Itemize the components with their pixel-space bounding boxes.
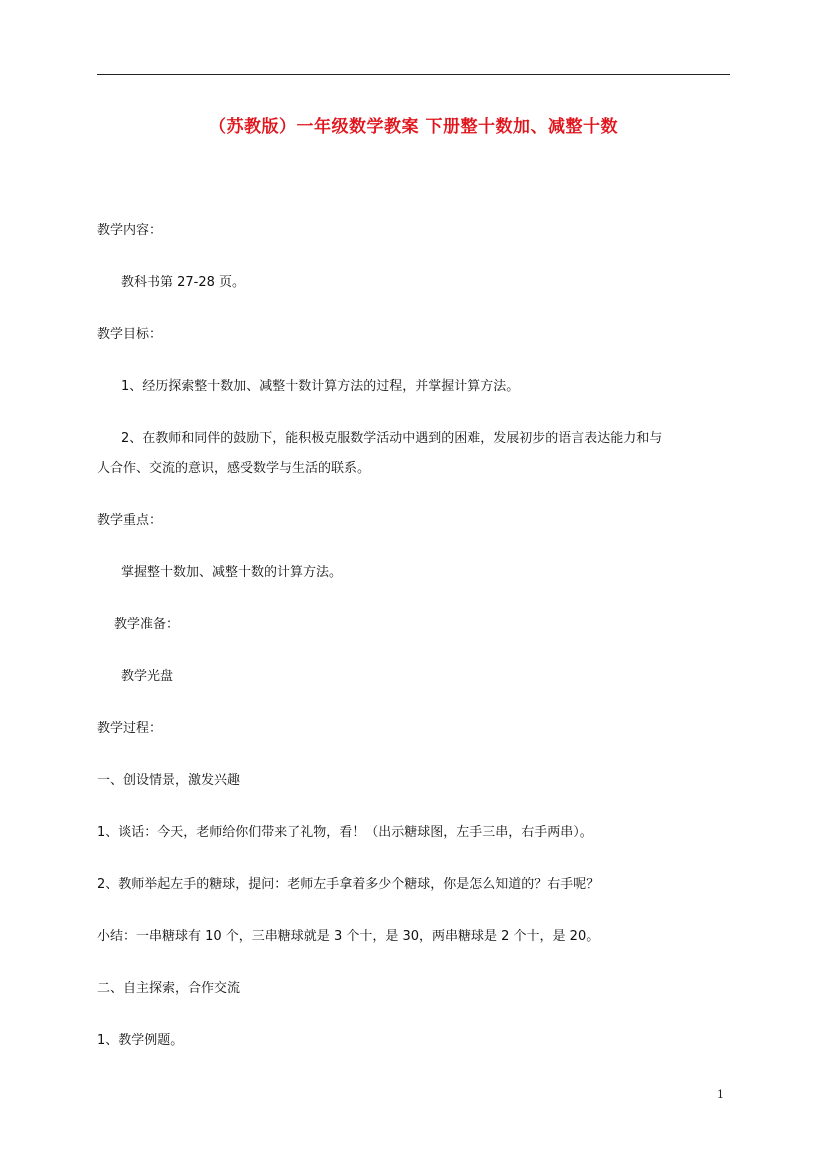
page-number: 1 [717, 1088, 724, 1101]
summary-text: 小结：一串糖球有 10 个，三串糖球就是 3 个十，是 30，两串糖球是 2 个十，是 20。 [97, 929, 600, 944]
process-step-2: 2、教师举起左手的糖球，提问：老师左手拿着多少个糖球，你是怎么知道的？右手呢？ [97, 877, 600, 892]
goal-item-2: 2、在教师和同伴的鼓励下，能积极克服数学活动中遇到的困难，发展初步的语言表达能力和与 [121, 431, 663, 446]
process-part-1-heading: 一、创设情景，激发兴趣 [97, 773, 241, 788]
key-point-text: 掌握整十数加、减整十数的计算方法。 [121, 565, 343, 580]
document-title: （苏教版）一年级数学教案 下册整十数加、减整十数 [209, 117, 618, 137]
process-part-2-heading: 二、自主探索，合作交流 [97, 981, 241, 996]
section-heading-goals: 教学目标： [97, 327, 163, 342]
section-heading-process: 教学过程： [97, 721, 163, 736]
section-heading-key-point: 教学重点： [97, 513, 163, 528]
process-step-1: 1、谈话：今天，老师给你们带来了礼物，看！（出示糖球图，左手三串，右手两串）。 [97, 825, 593, 840]
section-heading-preparation: 教学准备： [114, 617, 180, 632]
preparation-text: 教学光盘 [121, 669, 174, 684]
textbook-pages: 教科书第 27-28 页。 [121, 275, 246, 290]
header-rule [97, 74, 730, 75]
section-heading-content: 教学内容： [97, 223, 163, 238]
goal-item-1: 1、经历探索整十数加、减整十数计算方法的过程，并掌握计算方法。 [121, 379, 520, 394]
process-part-2-step-1: 1、教学例题。 [97, 1033, 184, 1048]
goal-item-2-continued: 人合作、交流的意识，感受数学与生活的联系。 [97, 461, 371, 476]
